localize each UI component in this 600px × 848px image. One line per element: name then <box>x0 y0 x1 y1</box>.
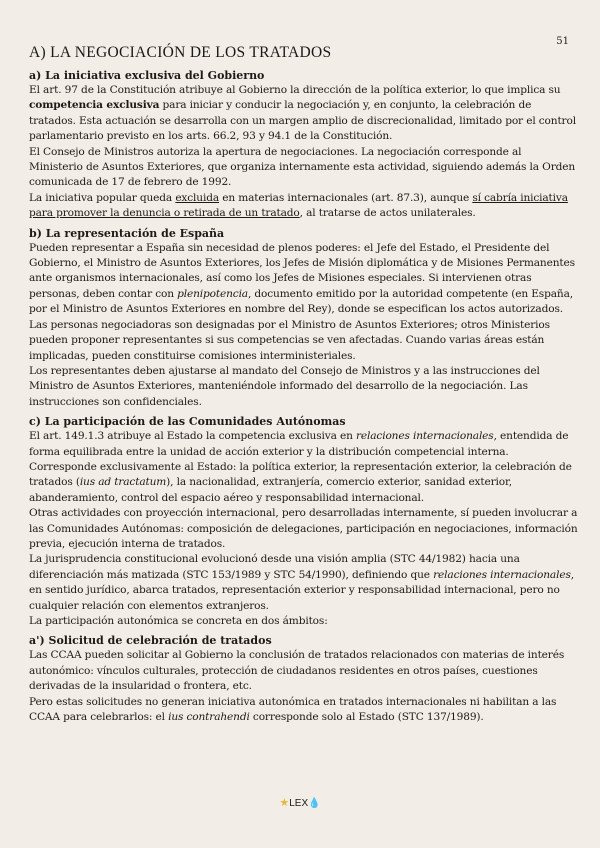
footer-brand: LEX <box>289 798 309 809</box>
drop-icon: 💧 <box>308 798 321 809</box>
section-c-heading: c) La participación de las Comunidades Autónomas <box>29 415 346 429</box>
section-c-paragraph-5: La participación autonómica se concreta en dos ámbitos: <box>29 615 328 627</box>
subsection-a-prime-paragraph-1: Las CCAA pueden solicitar al Gobierno la conclusión de tratados relacionados con materias de interés autonómico: vínculos culturales, protección de ciudadanos residentes en otros países, cuestiones derivadas de la insularidad o frontera, etc. <box>29 649 565 693</box>
footer-logo <box>0 796 600 809</box>
subsection-a-prime-heading: a') Solicitud de celebración de tratados <box>29 634 272 648</box>
page-title: A) LA NEGOCIACIÓN DE LOS TRATADOS <box>29 44 332 61</box>
section-b-paragraph-1: Pueden representar a España sin necesidad de plenos poderes: el Jefe del Estado, el Presidente del Gobierno, el Ministro de Asuntos Exteriores, los Jefes de Misión diplomática y de Misiones Permanentes ante organismos internacionales, así como los Jefes de Misiones especiales. Si intervienen otras personas, deben contar con plenipotencia, documento emitido por la autoridad competente (en España, por el Ministro de Asuntos Exteriores en nombre del Rey), donde se especifican los actos autorizados. <box>29 241 575 316</box>
section-a-paragraph-3: La iniciativa popular queda excluida en materias internacionales (art. 87.3), aunque sí cabría iniciativa para promover la denuncia o retirada de un tratado, al tratarse de actos unilaterales. <box>29 191 568 220</box>
star-icon: ★ <box>279 797 290 809</box>
section-c-paragraph-2: Corresponde exclusivamente al Estado: la política exterior, la representación exterior, la celebración de tratados (ius ad tractatum), la nacionalidad, extranjería, comercio exterior, sanidad exterior, abanderamiento, control del espacio aéreo y responsabilidad internacional. <box>29 460 572 504</box>
subsection-a-prime-paragraph-2: Pero estas solicitudes no generan iniciativa autonómica en tratados internacionales ni habilitan a las CCAA para celebrarlos: el ius contrahendi corresponde solo al Estado (STC 137/1989). <box>29 695 557 724</box>
section-b-paragraph-2: Las personas negociadoras son designadas por el Ministro de Asuntos Exteriores; otros Ministerios pueden proponer representantes si sus competencias se ven afectadas. Cuando varias áreas están implicadas, pueden constituirse comisiones interministeriales. <box>29 318 550 362</box>
page-number: 51 <box>556 36 569 47</box>
section-a-paragraph-1: El art. 97 de la Constitución atribuye al Gobierno la dirección de la política exterior, lo que implica su competencia exclusiva para iniciar y conducir la negociación y, en conjunto, la celebración de tratados. Esta actuación se desarrolla con un margen amplio de discrecionalidad, limitado por el control parlamentario previsto en los arts. 66.2, 93 y 94.1 de la Constitución. <box>29 84 576 143</box>
section-c-paragraph-4: La jurisprudencia constitucional evolucionó desde una visión amplia (STC 44/1982) hacia una diferenciación más matizada (STC 153/1989 y STC 54/1990), definiendo que relaciones internacionales, en sentido jurídico, abarca tratados, representación exterior y responsabilidad internacional, pero no cualquier relación con elementos extranjeros. <box>29 553 574 612</box>
section-b-heading: b) La representación de España <box>29 226 225 240</box>
section-c-paragraph-1: El art. 149.1.3 atribuye al Estado la competencia exclusiva en relaciones internacionales, entendida de forma equilibrada entre la unidad de acción exterior y la distribución competencial interna. <box>29 430 569 458</box>
section-b-paragraph-3: Los representantes deben ajustarse al mandato del Consejo de Ministros y a las instrucciones del Ministro de Asuntos Exteriores, manteniéndole informado del desarrollo de la negociación. Las instrucciones son confidenciales. <box>29 364 540 408</box>
section-a-heading: a) La iniciativa exclusiva del Gobierno <box>29 69 265 82</box>
section-a-paragraph-2: El Consejo de Ministros autoriza la apertura de negociaciones. La negociación corresponde al Ministerio de Asuntos Exteriores, que organiza internamente esta actividad, siguiendo además la Orden comunicada de 17 de febrero de 1992. <box>29 145 576 189</box>
section-c-paragraph-3: Otras actividades con proyección internacional, pero desarrolladas internamente, sí pueden involucrar a las Comunidades Autónomas: composición de delegaciones, participación en negociaciones, información previa, ejecución interna de tratados. <box>29 507 578 550</box>
